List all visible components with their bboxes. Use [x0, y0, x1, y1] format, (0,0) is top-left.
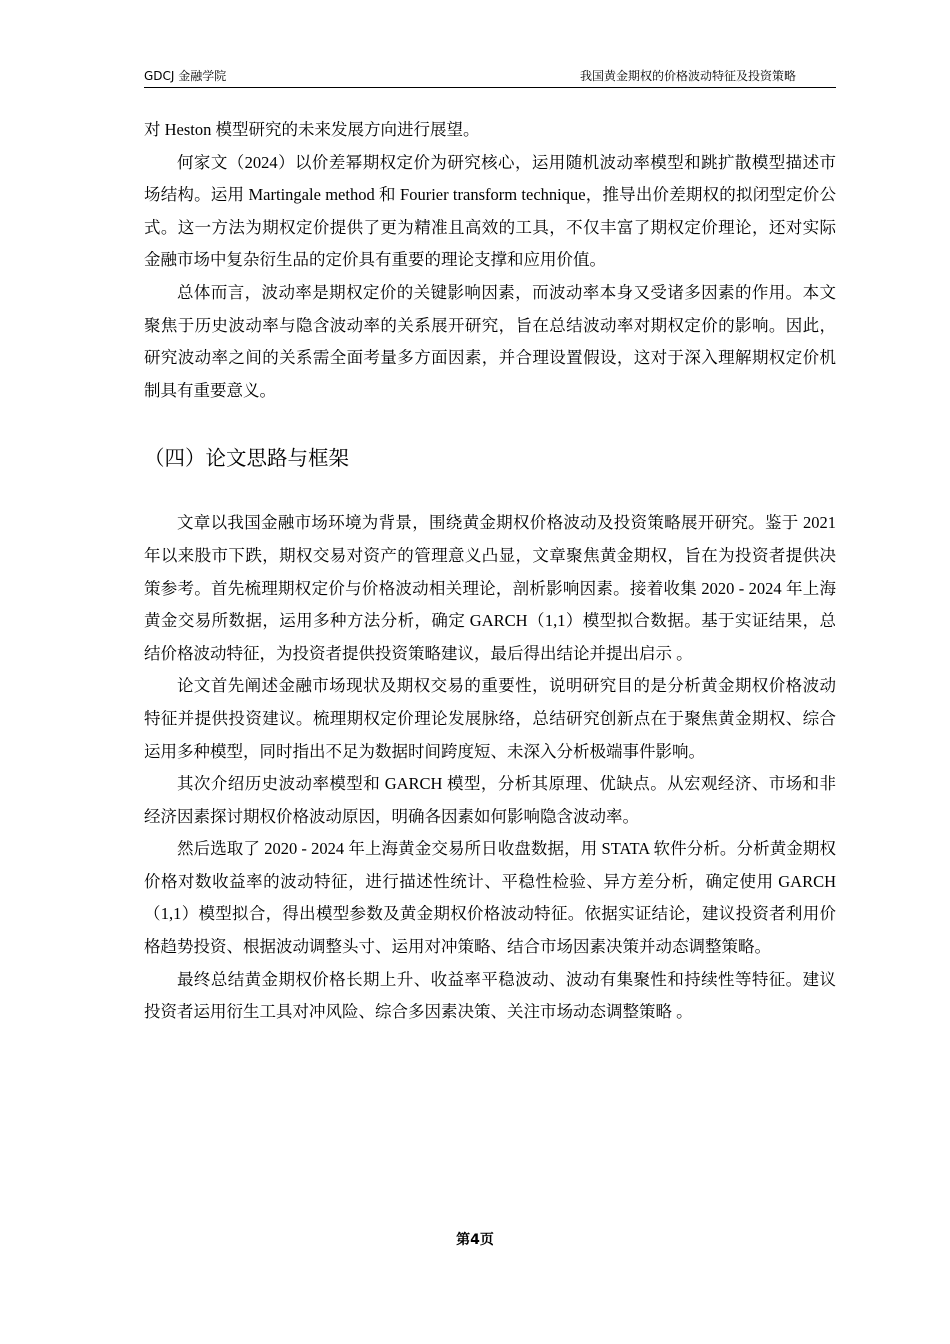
page-header: [144, 67, 836, 88]
page-number: 第4页: [456, 1232, 494, 1248]
paragraph: 总体而言，波动率是期权定价的关键影响因素，而波动率本身又受诸多因素的作用。本文聚焦于历史波动率与隐含波动率的关系展开研究，旨在总结波动率对期权定价的影响。因此，研究波动率之间的关系需全面考量多方面因素，并合理设置假设，这对于深入理解期权定价机制具有重要意义。: [144, 282, 836, 400]
page-body: [144, 114, 836, 1029]
paragraph: 论文首先阐述金融市场现状及期权交易的重要性，说明研究目的是分析黄金期权价格波动特征并提供投资建议。梳理期权定价理论发展脉络，总结研究创新点在于聚焦黄金期权、综合运用多种模型，同时指出不足为数据时间跨度短、未深入分析极端事件影响。: [144, 676, 836, 761]
paragraph: 文章以我国金融市场环境为背景，围绕黄金期权价格波动及投资策略展开研究。鉴于 2021 年以来股市下跌，期权交易对资产的管理意义凸显，文章聚焦黄金期权，旨在为投资者提供决策参考。首先梳理期权定价与价格波动相关理论，剖析影响因素。接着收集 2020 - 2024 年上海黄金交易所数据，运用多种方法分析，确定 GARCH（1,1）模型拟合数据。基于实证结果，总结价格波动特征，为投资者提供投资策略建议，最后得出结论并提出启示 。: [144, 513, 836, 663]
paragraph: 最终总结黄金期权价格长期上升、收益率平稳波动、波动有集聚性和持续性等特征。建议投资者运用衍生工具对冲风险、综合多因素决策、关注市场动态调整策略 。: [144, 969, 836, 1022]
paragraph: 何家文（2024）以价差幂期权定价为研究核心，运用随机波动率模型和跳扩散模型描述市场结构。运用 Martingale method 和 Fourier transform technique，推导出价差期权的拟闭型定价公式。这一方法为期权定价提供了更为精准且高效的工具，不仅丰富了期权定价理论，还对实际金融市场中复杂衍生品的定价具有重要的理论支撑和应用价值。: [144, 152, 836, 270]
paragraph-continuation: 对 Heston 模型研究的未来发展方向进行展望。: [144, 120, 480, 139]
header-institution: GDCJ 金融学院: [144, 69, 227, 83]
paragraph: 其次介绍历史波动率模型和 GARCH 模型，分析其原理、优缺点。从宏观经济、市场和非经济因素探讨期权价格波动原因，明确各因素如何影响隐含波动率。: [144, 774, 836, 826]
paragraph: 然后选取了 2020 - 2024 年上海黄金交易所日收盘数据，用 STATA 软件分析。分析黄金期权价格对数收益率的波动特征，进行描述性统计、平稳性检验、异方差分析，确定使用 GARCH（1,1）模型拟合，得出模型参数及黄金期权价格波动特征。依据实证结论，建议投资者利用价格趋势投资、根据波动调整头寸、运用对冲策略、结合市场因素决策并动态调整策略。: [144, 839, 836, 957]
header-thesis-title: 我国黄金期权的价格波动特征及投资策略: [579, 69, 796, 83]
section-heading: （四）论文思路与框架: [144, 446, 349, 471]
